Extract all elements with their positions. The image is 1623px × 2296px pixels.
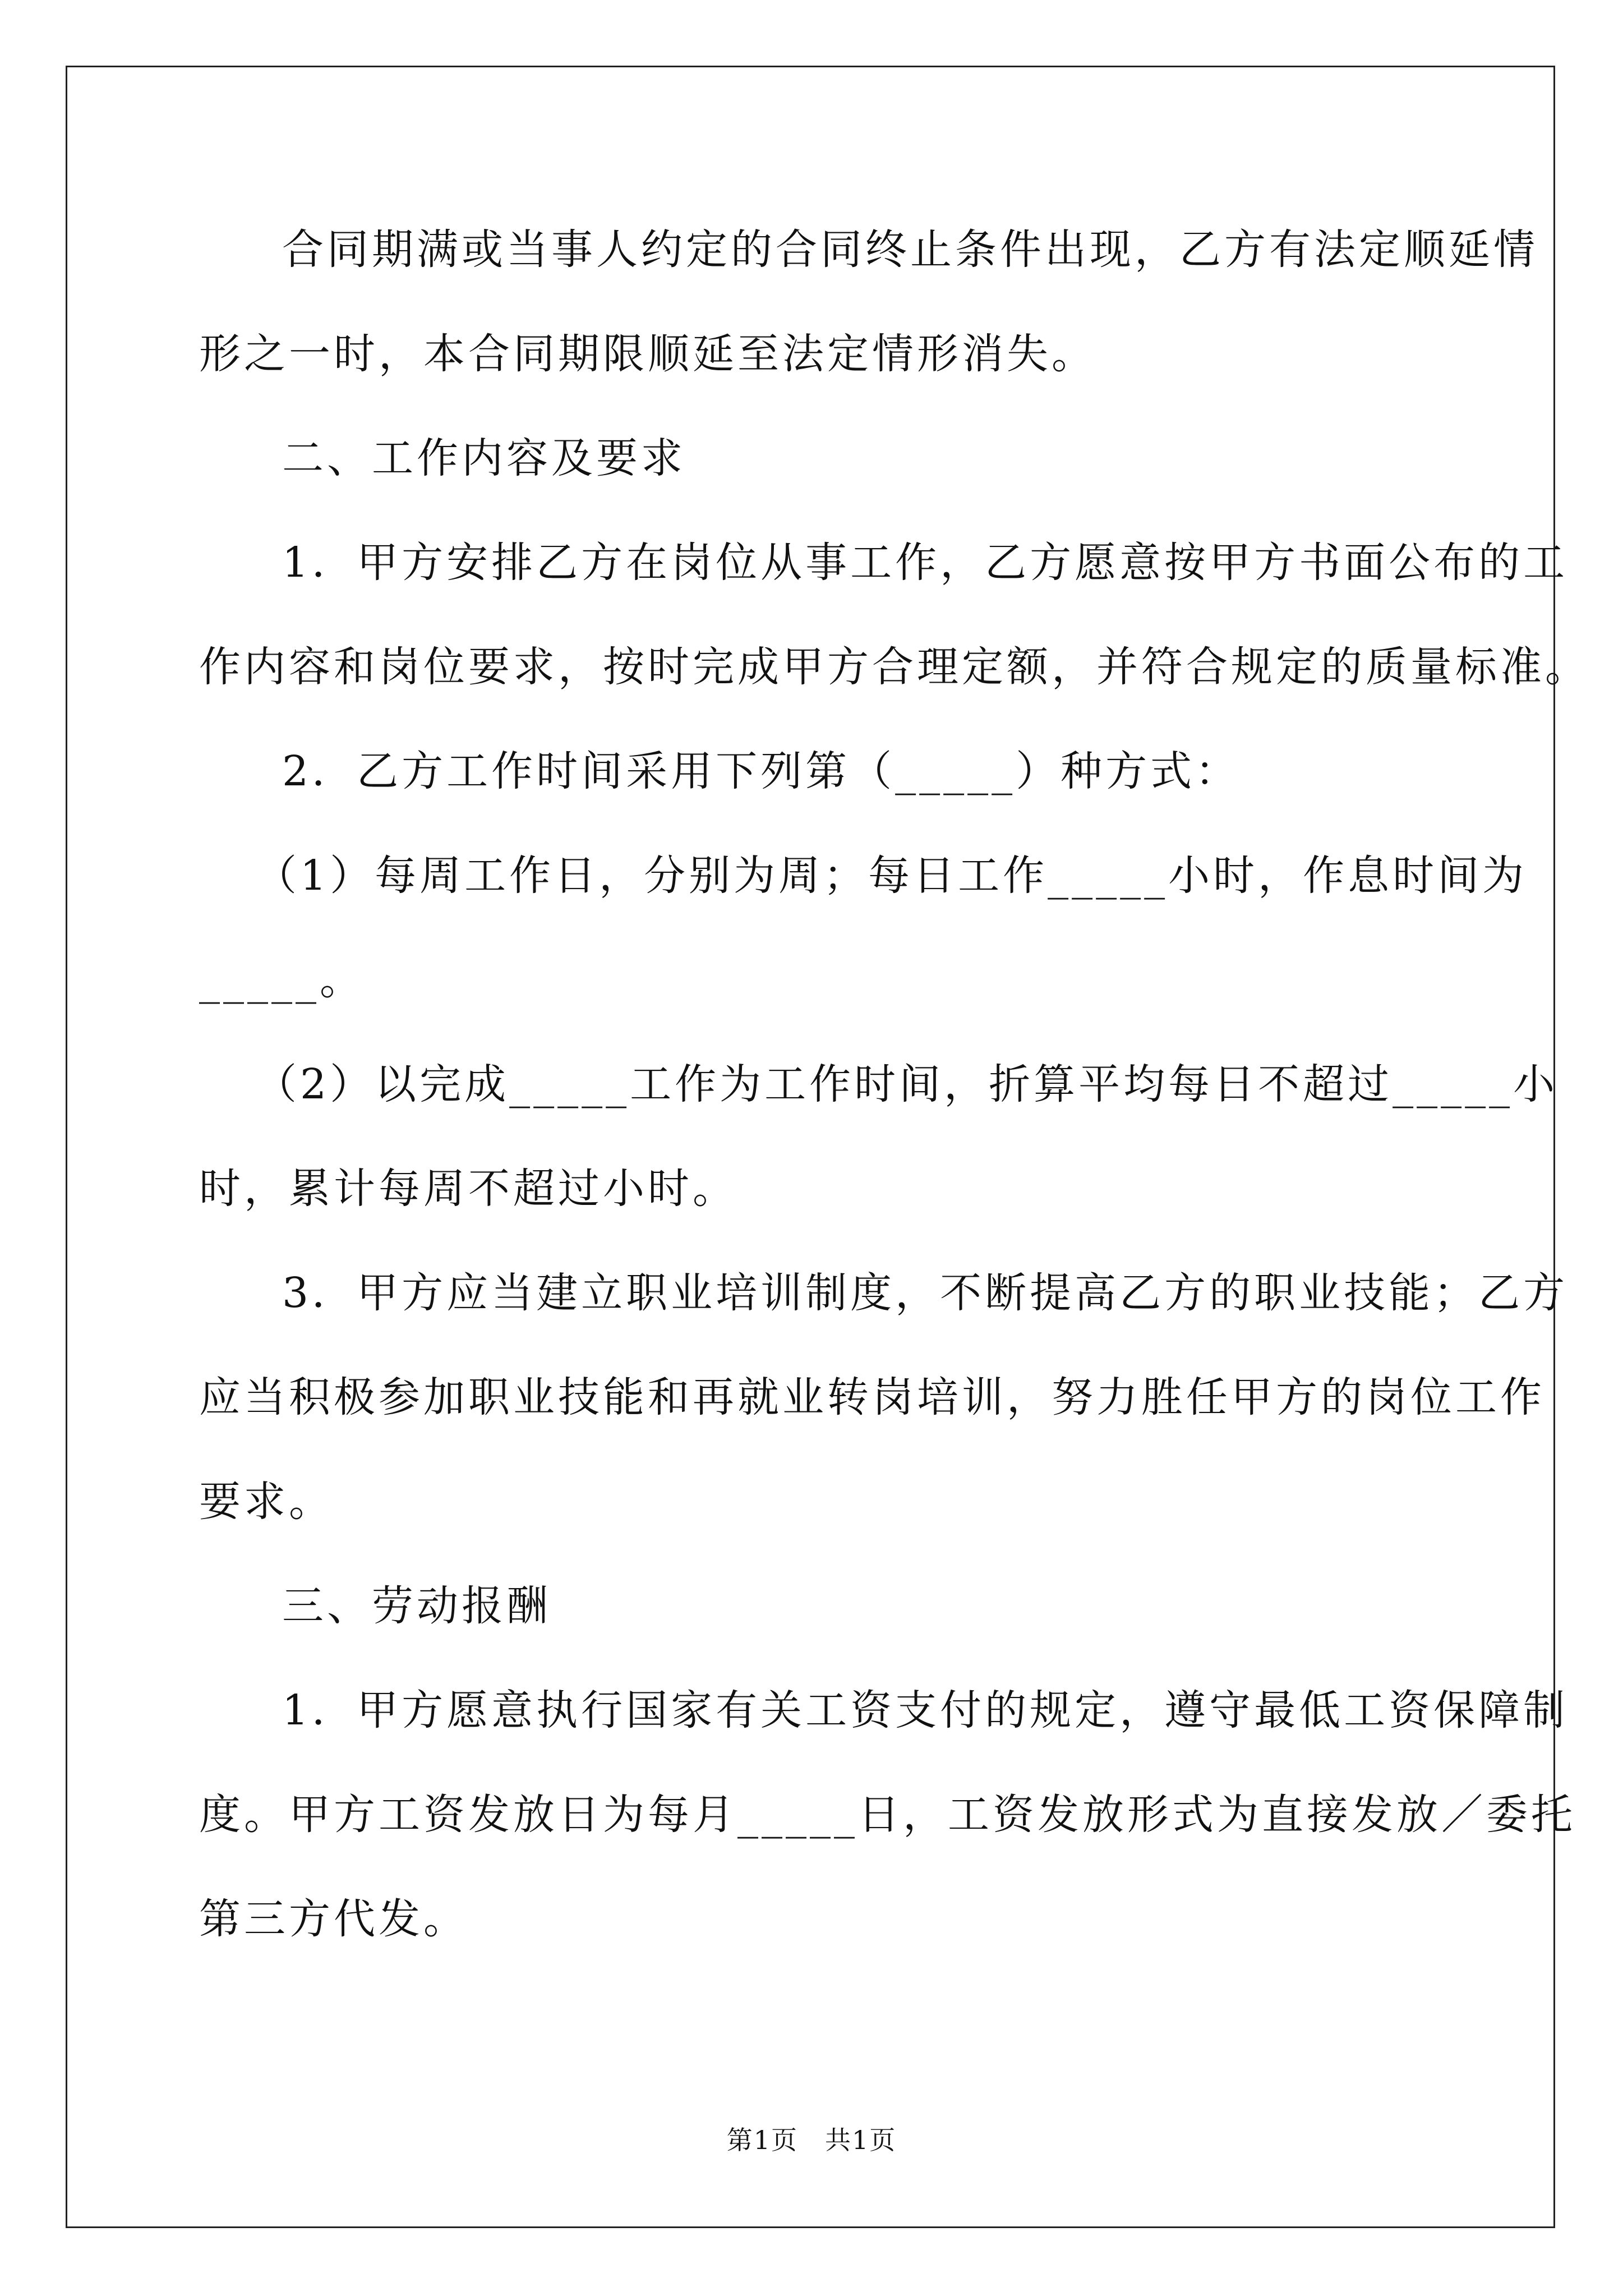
document-body: [199, 216, 1590, 1990]
paragraph-line: 应当积极参加职业技能和再就业转岗培训，努力胜任甲方的岗位工作: [199, 1373, 1545, 1421]
section-heading: 二、工作内容及要求: [282, 434, 686, 482]
section-heading: 三、劳动报酬: [282, 1582, 551, 1630]
paragraph-line: 作内容和岗位要求，按时完成甲方合理定额，并符合规定的质量标准。: [199, 643, 1590, 691]
paragraph-line: 合同期满或当事人约定的合同终止条件出现，乙方有法定顺延情: [282, 226, 1538, 274]
paragraph-line: _____。: [199, 956, 365, 1004]
paragraph-line: 第三方代发。: [199, 1895, 468, 1943]
paragraph-line: （2）以完成_____工作为工作时间，折算平均每日不超过_____小: [255, 1060, 1559, 1108]
paragraph-line: 1．甲方安排乙方在岗位从事工作，乙方愿意按甲方书面公布的工: [282, 539, 1569, 587]
paragraph-line: 度。甲方工资发放日为每月_____日，工资发放形式为直接发放／委托: [199, 1791, 1576, 1839]
page-number-footer: 第1页 共1页: [726, 2125, 897, 2155]
paragraph-line: 时，累计每周不超过小时。: [199, 1165, 737, 1213]
paragraph-line: 3．甲方应当建立职业培训制度，不断提高乙方的职业技能；乙方: [282, 1269, 1569, 1317]
paragraph-line: 1．甲方愿意执行国家有关工资支付的规定，遵守最低工资保障制: [282, 1686, 1569, 1734]
paragraph-line: 要求。: [199, 1478, 334, 1526]
paragraph-line: 形之一时，本合同期限顺延至法定情形消失。: [199, 330, 1096, 378]
paragraph-line: （1）每周工作日，分别为周；每日工作_____小时，作息时间为: [255, 852, 1528, 900]
paragraph-line: 2．乙方工作时间采用下列第（_____）种方式：: [282, 747, 1241, 795]
